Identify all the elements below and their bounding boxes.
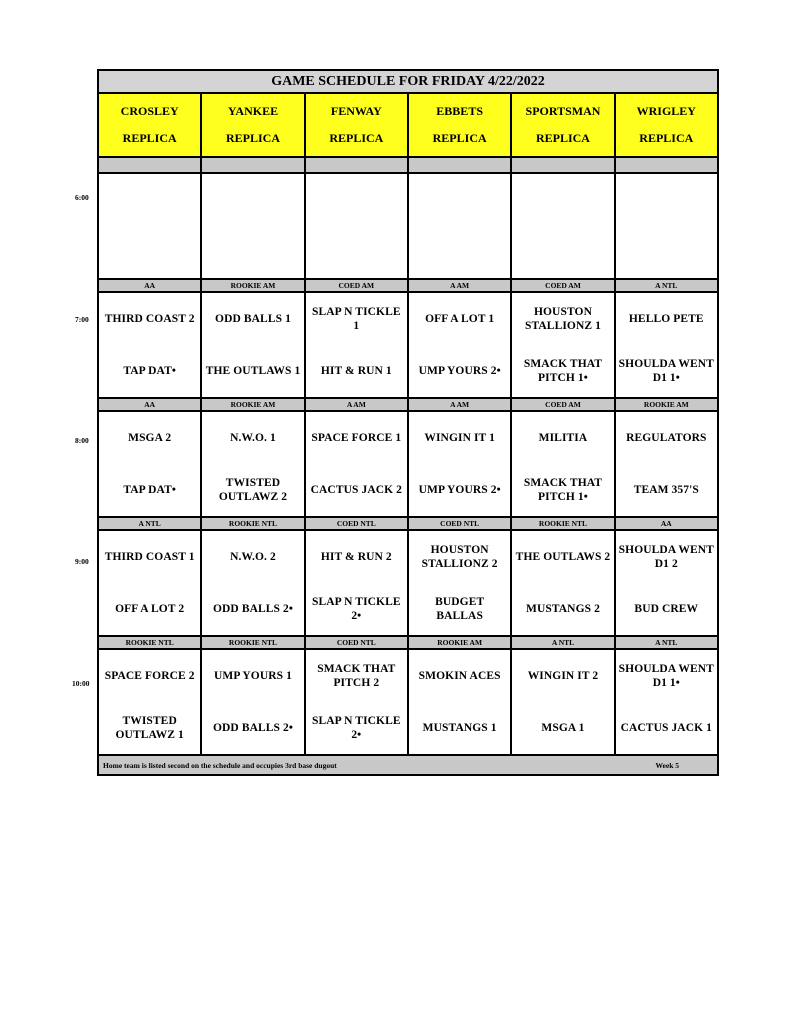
game-cell <box>512 531 613 637</box>
time-label-6: 6:00 <box>75 193 89 202</box>
home-team: UMP YOURS 2• <box>418 365 501 377</box>
field-subtitle: REPLICA <box>432 131 487 145</box>
field-column-header <box>614 94 717 280</box>
time-label-10: 10:00 <box>72 679 90 688</box>
game-cell <box>512 412 613 518</box>
game-cell <box>409 650 510 756</box>
division-label: COED AM <box>512 280 613 293</box>
division-label: ROOKIE NTL <box>202 637 303 650</box>
division-label: A NTL <box>616 637 717 650</box>
division-label: AA <box>616 518 717 531</box>
game-cell <box>512 650 613 756</box>
game-cell <box>616 293 717 399</box>
home-team: SMACK THAT PITCH 1• <box>523 477 603 503</box>
away-team: SLAP N TICKLE 1 <box>311 306 401 332</box>
away-team: SHOULDA WENT D1 1• <box>618 663 714 689</box>
away-team: MILITIA <box>538 432 588 444</box>
time-label-9: 9:00 <box>75 557 89 566</box>
time-slot-8 <box>99 399 717 518</box>
game-cell <box>306 531 407 637</box>
game-cell <box>99 412 200 518</box>
time-slot-10 <box>99 637 717 756</box>
division-label: ROOKIE AM <box>202 399 303 412</box>
home-team: TEAM 357'S <box>633 484 699 496</box>
game-cell <box>202 650 303 756</box>
home-team: TWISTED OUTLAWZ 2 <box>218 477 288 503</box>
division-label: A NTL <box>99 518 200 531</box>
away-team: HELLO PETE <box>628 313 704 325</box>
division-label: ROOKIE NTL <box>202 518 303 531</box>
game-cell <box>512 293 613 399</box>
home-team: CACTUS JACK 2 <box>310 484 403 496</box>
game-cell <box>306 293 407 399</box>
away-team: SPACE FORCE 1 <box>311 432 402 444</box>
field-column-header <box>200 94 303 280</box>
division-label: COED NTL <box>306 637 407 650</box>
schedule-table <box>97 69 719 776</box>
division-label: A AM <box>409 280 510 293</box>
field-name: EBBETS <box>436 104 483 118</box>
game-cell <box>306 650 407 756</box>
schedule-title: GAME SCHEDULE FOR FRIDAY 4/22/2022 <box>99 71 717 94</box>
home-team-note: Home team is listed second on the schedule and occupies 3rd base dugout <box>103 760 337 770</box>
field-subtitle: REPLICA <box>329 131 384 145</box>
home-team: TAP DAT• <box>123 484 176 496</box>
field-column-header <box>99 94 200 280</box>
home-team: BUD CREW <box>634 603 699 615</box>
field-subtitle: REPLICA <box>639 131 694 145</box>
game-cell <box>99 293 200 399</box>
away-team: WINGIN IT 1 <box>424 432 495 444</box>
away-team: MSGA 2 <box>128 432 172 444</box>
field-subtitle: REPLICA <box>535 131 590 145</box>
home-team: OFF A LOT 2 <box>115 603 185 615</box>
home-team: BUDGET BALLAS <box>435 596 485 622</box>
division-label: A NTL <box>512 637 613 650</box>
division-label: ROOKIE AM <box>202 280 303 293</box>
field-column-header <box>510 94 613 280</box>
away-team: REGULATORS <box>626 432 707 444</box>
game-cell <box>99 650 200 756</box>
game-cell <box>202 293 303 399</box>
game-cell <box>202 412 303 518</box>
home-team: SLAP N TICKLE 2• <box>311 715 401 741</box>
home-team: MUSTANGS 1 <box>422 722 497 734</box>
game-cell <box>306 412 407 518</box>
division-label: ROOKIE AM <box>409 637 510 650</box>
division-label: A NTL <box>616 280 717 293</box>
away-team: SMACK THAT PITCH 2 <box>317 663 396 689</box>
division-label: AA <box>99 399 200 412</box>
game-cell <box>409 412 510 518</box>
home-team: CACTUS JACK 1 <box>620 722 712 734</box>
field-name: CROSLEY <box>120 104 179 118</box>
time-label-8: 8:00 <box>75 436 89 445</box>
away-team: ODD BALLS 1 <box>215 313 291 325</box>
away-team: HIT & RUN 2 <box>320 551 392 563</box>
division-label: COED NTL <box>409 518 510 531</box>
home-team: SLAP N TICKLE 2• <box>311 596 401 622</box>
away-team: THIRD COAST 1 <box>104 551 195 563</box>
away-team: N.W.O. 1 <box>230 432 276 444</box>
game-cell <box>99 531 200 637</box>
home-team: MUSTANGS 2 <box>526 603 600 615</box>
field-name: SPORTSMAN <box>525 104 601 118</box>
home-team: MSGA 1 <box>541 722 585 734</box>
away-team: THE OUTLAWS 2 <box>515 551 611 563</box>
time-slot-9 <box>99 518 717 637</box>
week-label: Week 5 <box>655 760 679 770</box>
field-column-header <box>304 94 407 280</box>
field-name: YANKEE <box>227 104 279 118</box>
home-team: SMACK THAT PITCH 1• <box>523 358 603 384</box>
schedule-footer <box>99 756 717 774</box>
division-label: ROOKIE NTL <box>99 637 200 650</box>
division-label: ROOKIE AM <box>616 399 717 412</box>
home-team: HIT & RUN 1 <box>320 365 392 377</box>
game-cell <box>202 531 303 637</box>
division-label: COED NTL <box>306 518 407 531</box>
home-team: UMP YOURS 2• <box>418 484 501 496</box>
home-team: ODD BALLS 2• <box>212 722 293 734</box>
game-cell <box>616 650 717 756</box>
game-cell <box>409 531 510 637</box>
home-team: SHOULDA WENT D1 1• <box>618 358 714 384</box>
field-name: WRIGLEY <box>636 104 696 118</box>
away-team: OFF A LOT 1 <box>425 313 495 325</box>
field-header-row <box>99 94 717 280</box>
away-team: N.W.O. 2 <box>230 551 276 563</box>
game-cell <box>616 412 717 518</box>
division-label: A AM <box>409 399 510 412</box>
home-team: ODD BALLS 2• <box>212 603 293 615</box>
division-label: COED AM <box>306 280 407 293</box>
division-label: COED AM <box>512 399 613 412</box>
division-label: AA <box>99 280 200 293</box>
time-slot-7 <box>99 280 717 399</box>
division-label: A AM <box>306 399 407 412</box>
field-subtitle: REPLICA <box>122 131 177 145</box>
away-team: SPACE FORCE 2 <box>104 670 195 682</box>
away-team: WINGIN IT 2 <box>527 670 599 682</box>
game-cell <box>409 293 510 399</box>
home-team: TWISTED OUTLAWZ 1 <box>115 715 184 741</box>
away-team: HOUSTON STALLIONZ 2 <box>421 544 498 570</box>
away-team: HOUSTON STALLIONZ 1 <box>524 306 601 332</box>
home-team: THE OUTLAWS 1 <box>205 365 301 377</box>
away-team: SHOULDA WENT D1 2 <box>618 544 714 570</box>
away-team: SMOKIN ACES <box>418 670 501 682</box>
field-column-header <box>407 94 510 280</box>
away-team: UMP YOURS 1 <box>214 670 292 682</box>
time-label-7: 7:00 <box>75 315 89 324</box>
field-subtitle: REPLICA <box>225 131 280 145</box>
away-team: THIRD COAST 2 <box>104 313 195 325</box>
field-name: FENWAY <box>330 104 382 118</box>
game-cell <box>616 531 717 637</box>
home-team: TAP DAT• <box>123 365 176 377</box>
division-label: ROOKIE NTL <box>512 518 613 531</box>
